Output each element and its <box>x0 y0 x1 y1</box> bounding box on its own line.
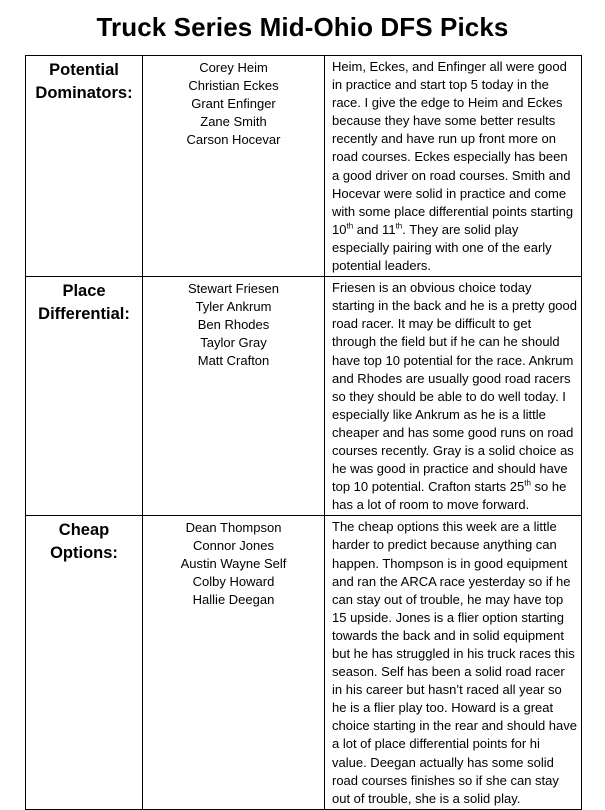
driver-list <box>143 277 324 370</box>
driver-name: Matt Crafton <box>197 353 270 369</box>
driver-name: Stewart Friesen <box>187 281 280 297</box>
table-row <box>26 516 582 810</box>
picks-table <box>25 55 582 810</box>
notes-text: The cheap options this week are a little harder to predict because anything can happen. Thompson is in good equipment and ran the ARCA race yesterday so if he can stay out of trouble, he may have top 15 upside. Jones is a flier option starting towards the back and in solid equipment but he has struggled in his truck races this season. Self has been a solid road racer in his career but hasn’t raced all year so he is a flier play too. Howard is a great choice starting in the rear and should have a lot of place differential points for hi value. Deegan actually has some solid road courses finishes so if she can stay out of trouble, she is a solid play. <box>332 519 577 806</box>
drivers-cell <box>143 277 325 516</box>
driver-name: Carson Hocevar <box>186 132 281 147</box>
driver-name: Christian Eckes <box>188 78 279 93</box>
category-label: Potential Dominators: <box>35 61 133 102</box>
notes-cell <box>325 516 582 810</box>
category-cell <box>26 277 143 516</box>
drivers-cell <box>143 516 325 810</box>
notes-cell <box>325 277 582 516</box>
driver-name: Connor Jones <box>193 538 274 554</box>
driver-name: Hallie Deegan <box>192 592 275 608</box>
driver-list <box>143 56 324 149</box>
driver-list <box>143 516 324 609</box>
driver-name: Dean Thompson <box>185 520 282 536</box>
notes-text: Heim, Eckes, and Enfinger all were good in practice and start top 5 today in the race. I give the edge to Heim and Eckes because they have some better results recently and have run up front more on road courses. Eckes especially has been a good driver on road courses. Smith and Hocevar were solid in practice and come with some place differential points starting 10th and 11th. They are solid play especially pairing with one of the early potential leaders. <box>332 59 574 274</box>
driver-name: Taylor Gray <box>200 335 267 351</box>
notes-text: Friesen is an obvious choice today starting in the back and he is a pretty good road racer. It may be difficult to get through the field but if he can he should have top 10 potential for the race. Ankrum and Rhodes are usually good road racers so they should be able to do well today. I especially like Ankrum as he is a little cheaper and has some good runs on road courses recently. Gray is a solid choice as he was good in practice and should have top 10 potential. Crafton starts 25th so he has a lot of room to move forward. <box>332 280 577 513</box>
driver-name: Colby Howard <box>192 574 275 590</box>
driver-name: Corey Heim <box>199 60 268 75</box>
category-cell <box>26 56 143 277</box>
table-row <box>26 277 582 516</box>
driver-name: Grant Enfinger <box>191 96 276 111</box>
table-row <box>26 56 582 277</box>
category-label: Cheap Options: <box>50 521 118 563</box>
category-label: Place Differential: <box>38 282 130 324</box>
page-title: Truck Series Mid-Ohio DFS Picks <box>96 12 509 42</box>
driver-name: Ben Rhodes <box>197 317 270 333</box>
notes-cell <box>325 56 582 277</box>
driver-name: Zane Smith <box>200 114 267 129</box>
category-cell <box>26 516 143 810</box>
drivers-cell <box>143 56 325 277</box>
driver-name: Austin Wayne Self <box>180 556 287 572</box>
driver-name: Tyler Ankrum <box>195 299 272 315</box>
